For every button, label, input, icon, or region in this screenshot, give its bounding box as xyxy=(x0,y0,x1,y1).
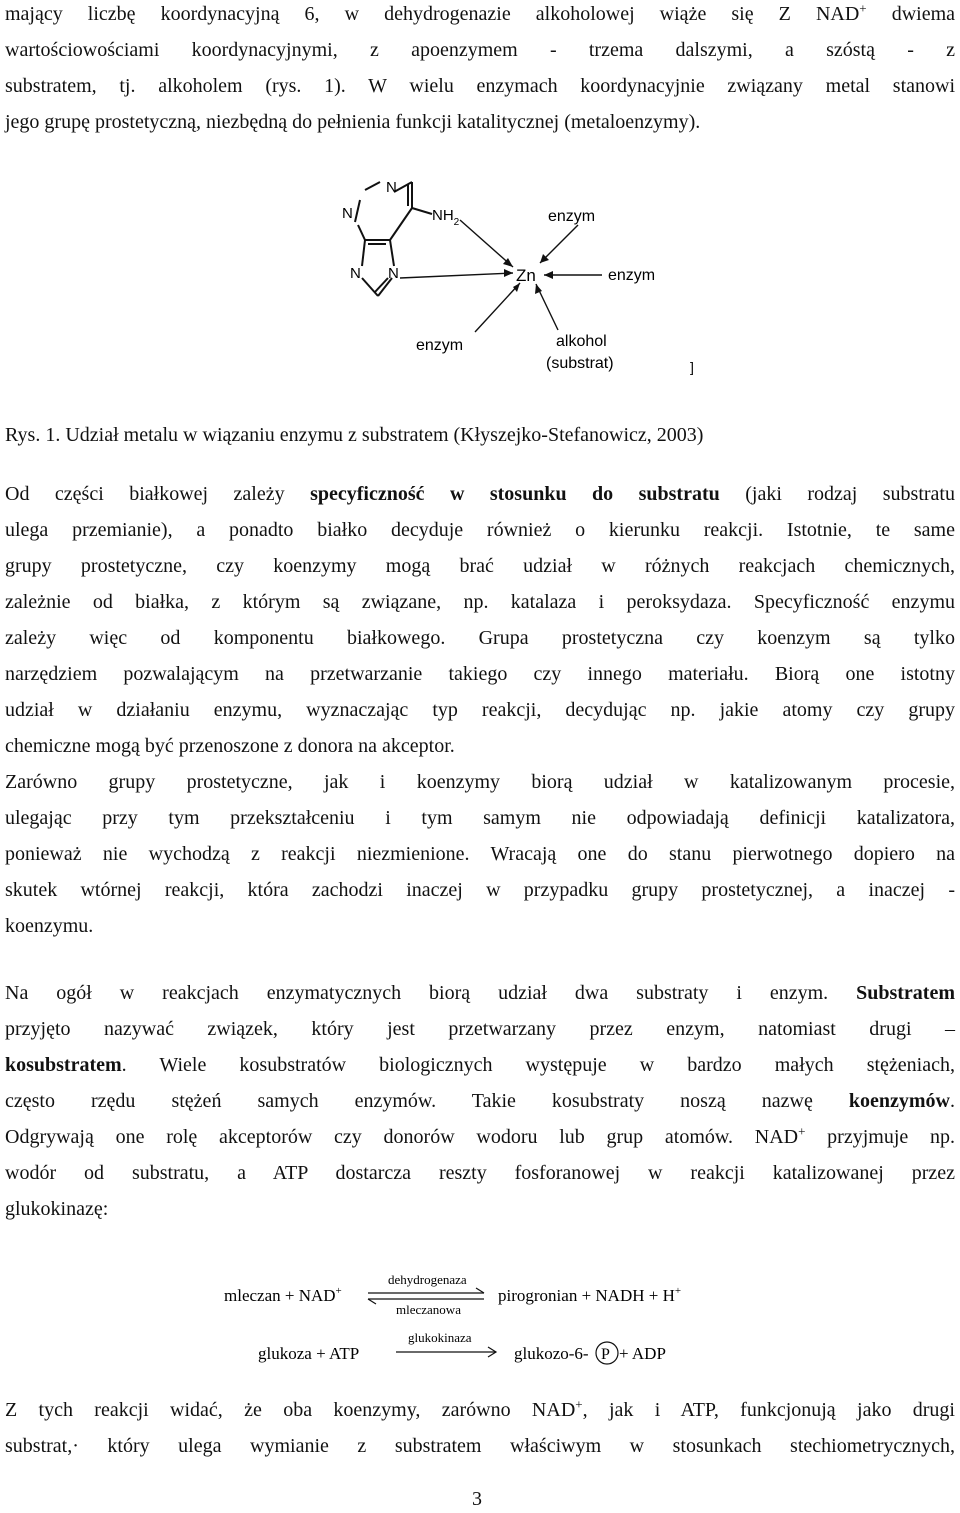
reaction1-products: pirogronian + NADH + H+ xyxy=(498,1285,682,1305)
para1-line-7: udział w działaniu enzymu, wyznaczając typ reakcji, decydując np. jakie atomy czy grupy xyxy=(5,699,955,721)
para2-line-3: ponieważ nie wychodzą z reakcji niezmienione. Wracają one do stanu pierwotnego dopiero na xyxy=(5,843,955,865)
intro-paragraph xyxy=(5,0,955,140)
reaction1-enzyme-bottom: mleczanowa xyxy=(396,1302,461,1317)
intro-line-4: jego grupę prostetyczną, niezbędną do pełnienia funkcji katalitycznej (metaloenzymy). xyxy=(5,111,701,133)
para3-line-1: Na ogół w reakcjach enzymatycznych biorą udział dwa substraty i enzym. Substratem xyxy=(5,982,955,1004)
zinc-atom: Zn xyxy=(516,266,536,285)
enzyme-label-bottom: enzym xyxy=(416,337,464,354)
figure-caption: Rys. 1. Udział metalu w wiązaniu enzymu z substratem (Kłyszejko-Stefanowicz, 2003) xyxy=(5,424,704,446)
para2-line-1: Zarówno grupy prostetyczne, jak i koenzymy biorą udział w katalizowanym procesie, xyxy=(5,771,955,793)
para3-line-6: wodór od substratu, a ATP dostarcza reszty fosforanowej w reakcji katalizowanej przez xyxy=(5,1162,955,1184)
para1-line-5: zależy więc od komponentu białkowego. Grupa prostetyczna czy koenzym są tylko xyxy=(5,627,955,649)
reaction2-adp: + ADP xyxy=(619,1344,666,1363)
amino-group: $NH_2$ xyxy=(432,207,460,228)
reaction2-reactants: glukoza + ATP xyxy=(258,1344,360,1363)
page-number: 3 xyxy=(472,1488,482,1510)
reaction2-products: glukozo-6- xyxy=(514,1344,589,1363)
para1-line-2: ulega przemianie), a ponadto białko decyduje również o kierunku reakcji. Istotnie, te same xyxy=(5,519,955,541)
reaction1-reactants: mleczan + NAD+ xyxy=(224,1285,342,1305)
substrate-paragraph xyxy=(5,975,955,1227)
atom-n-1: N xyxy=(386,179,397,196)
para1-line-6: narzędziem pozwalającym na przetwarzanie takiego czy innego materiału. Biorą one istotny xyxy=(5,663,955,685)
specificity-paragraph xyxy=(5,476,955,764)
intro-line-1: mający liczbę koordynacyjną 6, w dehydrogenazie alkoholowej wiąże się Z NAD+ dwiema xyxy=(5,0,955,25)
substrate-label: (substrat) xyxy=(546,355,614,372)
para2-line-5: koenzymu. xyxy=(5,915,94,937)
para1-line-3: grupy prostetyczne, czy koenzymy mogą brać udział w różnych reakcjach chemicznych, xyxy=(5,555,955,577)
atom-n-4: N xyxy=(388,265,399,282)
para3-line-2: przyjęto nazywać związek, który jest przetwarzany przez enzym, natomiast drugi – xyxy=(5,1018,955,1040)
reaction2-enzyme: glukokinaza xyxy=(408,1330,472,1345)
para3-line-4: często rzędu stężeń samych enzymów. Takie kosubstraty noszą nazwę koenzymów. xyxy=(5,1090,955,1112)
enzyme-label-top: enzym xyxy=(548,208,596,225)
para1-line-4: zależnie od białka, z którym są związane, np. katalaza i peroksydaza. Specyficzność enzymu xyxy=(5,591,955,613)
para1-line-1: Od części białkowej zależy specyficzność w stosunku do substratu (jaki rodzaj substratu xyxy=(5,483,955,505)
para1-line-8: chemiczne mogą być przenoszone z donora na akceptor. xyxy=(5,735,455,757)
para3-line-5: Odgrywają one rolę akceptorów czy donorów wodoru lub grup atomów. NAD+ przyjmuje np. xyxy=(5,1123,955,1148)
intro-line-3: substratem, tj. alkoholem (rys. 1). W wielu enzymach koordynacyjnie związany metal stanowi xyxy=(5,75,955,97)
enzyme-label-right: enzym xyxy=(608,267,656,284)
zinc-coordination-figure xyxy=(320,170,720,385)
prosthetic-groups-paragraph xyxy=(5,764,955,944)
closing-line-1: Z tych reakcji widać, że oba koenzymy, zarówno NAD+, jak i ATP, funkcjonują jako drugi xyxy=(5,1396,955,1421)
para3-line-7: glukokinazę: xyxy=(5,1198,109,1220)
para2-line-4: skutek wtórnej reakcji, która zachodzi inaczej w przypadku grupy prostetycznej, a inaczej - xyxy=(5,879,955,901)
para3-line-3: kosubstratem. Wiele kosubstratów biologicznych występuje w bardzo małych stężeniach, xyxy=(5,1054,955,1076)
phosphate-symbol: P xyxy=(601,1346,610,1363)
reaction1-enzyme-top: dehydrogenaza xyxy=(388,1272,467,1287)
bracket-mark: ] xyxy=(690,359,694,375)
closing-paragraph xyxy=(5,1392,955,1464)
alcohol-label: alkohol xyxy=(556,333,607,350)
atom-n-3: N xyxy=(350,265,361,282)
intro-line-2: wartościowościami koordynacyjnymi, z apoenzymem - trzema dalszymi, a szóstą - z xyxy=(5,39,955,61)
atom-n-2: N xyxy=(342,205,353,222)
para2-line-2: ulegając przy tym przekształceniu i tym samym nie odpowiadają definicji katalizatora, xyxy=(5,807,955,829)
reaction-equations xyxy=(200,1262,760,1382)
closing-line-2: substrat,· który ulega wymianie z substratem właściwym w stosunkach stechiometrycznych, xyxy=(5,1435,955,1457)
